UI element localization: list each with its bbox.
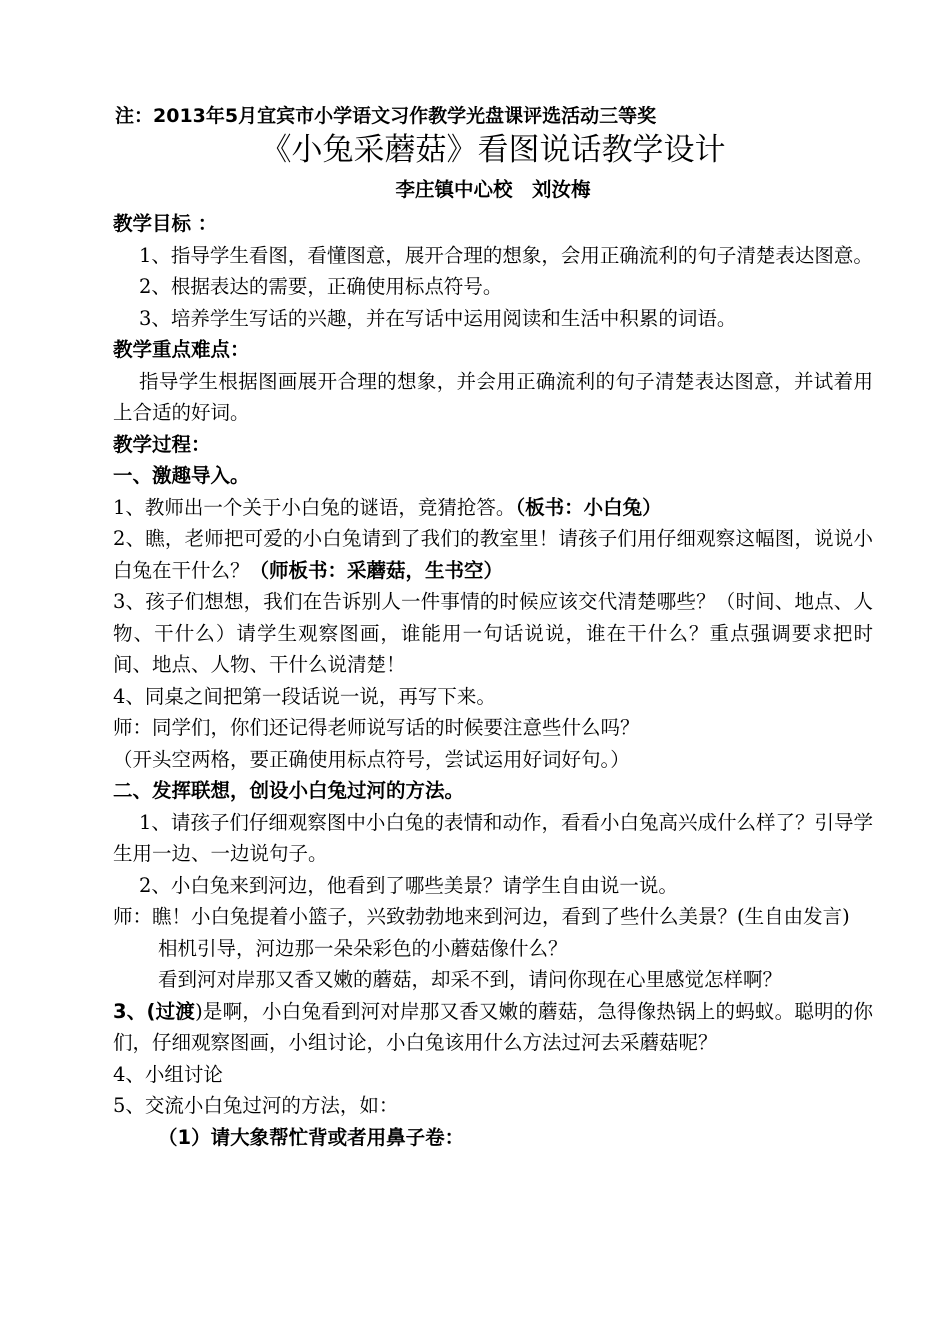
part2-step5-item1: （1）请大象帮忙背或者用鼻子卷： — [158, 1125, 465, 1149]
part1-step4: 4、同桌之间把第一段话说一说，再写下来。 — [113, 684, 496, 708]
key-points-heading: 教学重点难点： — [113, 338, 250, 361]
part1-step3: 3、孩子们想想，我们在告诉别人一件事情的时候应该交代清楚哪些？（时间、地点、人物、干什么）请学生观察图画，谁能用一句话说说，谁在干什么？重点强调要求把时间、地点、人物、干什么说清楚！ — [113, 590, 873, 676]
document-title: 《小兔采蘑菇》看图说话教学设计 — [260, 132, 726, 168]
part1-step1 — [113, 492, 873, 524]
part2-step3-text: )是啊，小白兔看到河对岸那又香又嫩的蘑菇，急得像热锅上的蚂蚁。聪明的你们，仔细观察图画，小组讨论，小白兔该用什么方法过河去采蘑菇呢？ — [113, 999, 873, 1054]
part2-step3 — [113, 996, 873, 1059]
part2-guide-1: 相机引导，河边那一朵朵彩色的小蘑菇像什么？ — [158, 936, 568, 960]
part1-heading: 一、激趣导入。 — [113, 464, 250, 487]
part2-heading: 二、发挥联想，创设小白兔过河的方法。 — [113, 779, 465, 802]
part1-step2-text: 2、瞧，老师把可爱的小白兔请到了我们的教室里！请孩子们用仔细观察这幅图，说说小白兔在干什么？ — [113, 527, 873, 582]
goal-1: 1、指导学生看图，看懂图意，展开合理的想象，会用正确流利的句子清楚表达图意。 — [139, 243, 873, 267]
goal-3: 3、培养学生写话的兴趣，并在写话中运用阅读和生活中积累的词语。 — [139, 306, 737, 330]
part2-step3-transition: 3、(过渡 — [113, 999, 196, 1023]
document-page — [113, 100, 873, 1153]
part1-step1-text: 1、教师出一个关于小白兔的谜语，竞猜抢答。 — [113, 495, 516, 519]
part1-answer-line: （开头空两格，要正确使用标点符号，尝试运用好词好句。） — [113, 747, 630, 771]
part1-step1-board: （板书：小白兔） — [515, 495, 662, 519]
part2-step1: 1、请孩子们仔细观察图中小白兔的表情和动作，看看小白兔高兴成什么样了？引导学生用一边、一边说句子。 — [113, 810, 873, 865]
award-note: 注：2013年5月宜宾市小学语文习作教学光盘课评选活动三等奖 — [115, 105, 657, 127]
goal-2: 2、根据表达的需要，正确使用标点符号。 — [139, 275, 503, 298]
part2-step4: 4、小组讨论 — [113, 1062, 223, 1086]
part2-step2: 2、小白兔来到河边，他看到了哪些美景？请学生自由说一说。 — [139, 873, 678, 897]
process-heading: 教学过程： — [113, 432, 211, 456]
part2-teacher-line: 师：瞧！小白兔提着小篮子，兴致勃勃地来到河边，看到了些什么美景？(生自由发言) — [113, 905, 850, 928]
part1-teacher-line: 师：同学们，你们还记得老师说写话的时候要注意些什么吗？ — [113, 716, 640, 739]
part1-step2-board: （师板书：采蘑菇，生书空） — [249, 558, 504, 582]
author-line: 李庄镇中心校 刘汝梅 — [395, 178, 591, 201]
part2-step5: 5、交流小白兔过河的方法，如： — [113, 1094, 399, 1117]
part2-guide-2: 看到河对岸那又香又嫩的蘑菇，却采不到，请问你现在心里感觉怎样啊？ — [158, 968, 783, 991]
part1-step2 — [113, 523, 873, 586]
key-points-text: 指导学生根据图画展开合理的想象，并会用正确流利的句子清楚表达图意，并试着用上合适的好词。 — [113, 369, 873, 424]
goals-heading: 教学目标 ： — [113, 212, 218, 235]
